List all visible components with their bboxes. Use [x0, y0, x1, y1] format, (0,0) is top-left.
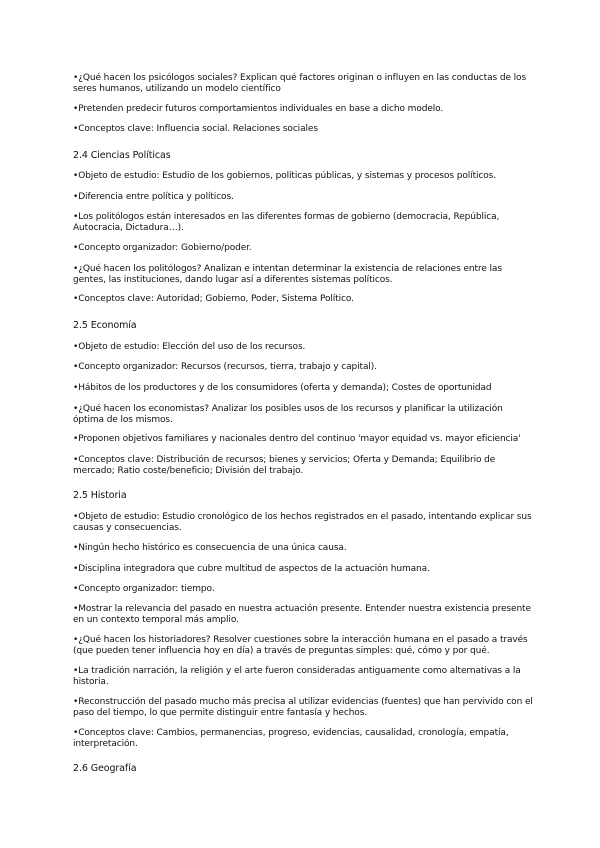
paragraph-historia-reconstruccion: •Reconstrucción del pasado mucho más precisa al utilizar evidencias (fuentes) que han pervivido con el paso del tiempo, lo que permite distinguir entre fantasía y hechos.: [73, 697, 533, 718]
paragraph-historia-concepto: •Concepto organizador: tiempo.: [73, 584, 215, 594]
paragraph-politicas-formas-gobierno: •Los politólogos están interesados en las diferentes formas de gobierno (democracia, República, Autocracia, Dictadura…).: [73, 212, 500, 233]
paragraph-historia-objeto: •Objeto de estudio: Estudio cronológico de los hechos registrados en el pasado, intentando explicar sus causas y consecuencias.: [73, 512, 532, 533]
paragraph-politicas-que-hacen: •¿Qué hacen los politólogos? Analizan e intentan determinar la existencia de relaciones entre las gentes, las instituciones, dando lugar así a diferentes sistemas políticos.: [73, 264, 502, 285]
paragraph-politicas-conceptos: •Conceptos clave: Autoridad; Gobierno, Poder, Sistema Político.: [73, 294, 354, 304]
paragraph-historia-tradicion: •La tradición narración, la religión y el arte fueron consideradas antiguamente como alternativas a la historia.: [73, 666, 521, 687]
paragraph-politicas-diferencia: •Diferencia entre política y políticos.: [73, 192, 234, 202]
paragraph-historia-disciplina: •Disciplina integradora que cubre multitud de aspectos de la actuación humana.: [73, 564, 430, 574]
paragraph-economia-concepto: •Concepto organizador: Recursos (recursos, tierra, trabajo y capital).: [73, 362, 377, 372]
paragraph-politicas-objeto: •Objeto de estudio: Estudio de los gobiernos, políticas públicas, y sistemas y procesos políticos.: [73, 171, 497, 181]
paragraph-economia-objeto: •Objeto de estudio: Elección del uso de los recursos.: [73, 342, 306, 352]
paragraph-psicologos-predecir: •Pretenden predecir futuros comportamientos individuales en base a dicho modelo.: [73, 104, 444, 114]
paragraph-economia-que-hacen: •¿Qué hacen los economistas? Analizar los posibles usos de los recursos y planificar la utilización óptima de los mismos.: [73, 404, 503, 425]
paragraph-historia-que-hacen: •¿Qué hacen los historiadores? Resolver cuestiones sobre la interacción humana en el pasado a través (que pueden tener influencia hoy en día) a través de preguntas simples: qué, cómo y por qué.: [73, 635, 528, 656]
section-heading-economia: 2.5 Economía: [73, 320, 137, 331]
section-heading-geografia: 2.6 Geografía: [73, 763, 137, 774]
paragraph-politicas-concepto: •Concepto organizador: Gobierno/poder.: [73, 243, 252, 253]
paragraph-economia-conceptos: •Conceptos clave: Distribución de recursos; bienes y servicios; Oferta y Demanda; Equilibrio de mercado; Ratio coste/beneficio; División del trabajo.: [73, 455, 496, 476]
paragraph-psicologos-que-hacen: •¿Qué hacen los psicólogos sociales? Explican qué factores originan o influyen en las conductas de los seres humanos, utilizando un modelo científico: [73, 73, 527, 94]
paragraph-psicologos-conceptos: •Conceptos clave: Influencia social. Relaciones sociales: [73, 124, 318, 134]
paragraph-historia-relevancia: •Mostrar la relevancia del pasado en nuestra actuación presente. Entender nuestra existencia presente en un contexto temporal más amplio.: [73, 604, 531, 625]
paragraph-economia-objetivos: •Proponen objetivos familiares y nacionales dentro del continuo 'mayor equidad vs. mayor eficiencia': [73, 434, 521, 444]
section-heading-ciencias-politicas: 2.4 Ciencias Políticas: [73, 150, 171, 161]
section-heading-historia: 2.5 Historia: [73, 490, 127, 501]
paragraph-historia-ningun-hecho: •Ningún hecho histórico es consecuencia de una única causa.: [73, 543, 347, 553]
paragraph-economia-habitos: •Hábitos de los productores y de los consumidores (oferta y demanda); Costes de oportunidad: [73, 383, 492, 393]
paragraph-historia-conceptos: •Conceptos clave: Cambios, permanencias, progreso, evidencias, causalidad, cronología, empatía, interpretación.: [73, 728, 509, 749]
